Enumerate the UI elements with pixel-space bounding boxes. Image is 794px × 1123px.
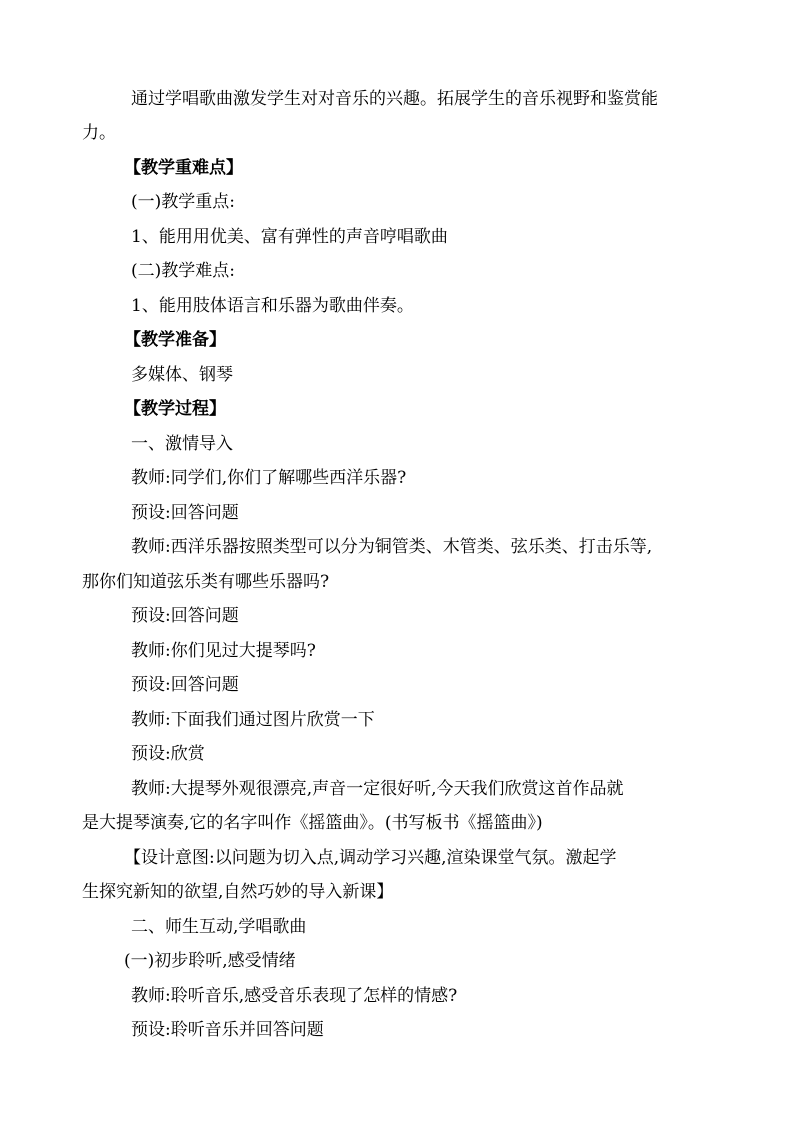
heading-key-points: 【教学重难点】 — [124, 158, 243, 178]
key-point-label: (一)教学重点: — [131, 192, 235, 212]
preset-line-3: 预设:回答问题 — [131, 675, 239, 695]
teacher-line-5a: 教师:大提琴外观很漂亮,声音一定很好听,今天我们欣赏这首作品就 — [131, 779, 624, 799]
section-title-2: 二、师生互动,学唱歌曲 — [131, 917, 307, 937]
section-title-1: 一、激情导入 — [131, 434, 233, 454]
design-intent-line-1: 【设计意图:以问题为切入点,调动学习兴趣,渲染课堂气氛。激起学 — [124, 848, 617, 868]
paragraph-objective-line-2: 力。 — [82, 123, 116, 143]
heading-process: 【教学过程】 — [124, 399, 226, 419]
subsection-title-1: (一)初步聆听,感受情绪 — [124, 951, 296, 971]
teacher-line-6: 教师:聆听音乐,感受音乐表现了怎样的情感? — [131, 986, 458, 1006]
key-point-item: 1、能用用优美、富有弹性的声音哼唱歌曲 — [131, 227, 448, 247]
preparation-text: 多媒体、钢琴 — [131, 365, 233, 385]
heading-preparation: 【教学准备】 — [124, 330, 226, 350]
teacher-line-4: 教师:下面我们通过图片欣赏一下 — [131, 710, 375, 730]
teacher-line-1: 教师:同学们,你们了解哪些西洋乐器? — [131, 468, 407, 488]
preset-line-4: 预设:欣赏 — [131, 744, 205, 764]
preset-line-2: 预设:回答问题 — [131, 606, 239, 626]
difficulty-item: 1、能用肢体语言和乐器为歌曲伴奏。 — [131, 296, 414, 316]
design-intent-line-2: 生探究新知的欲望,自然巧妙的导入新课】 — [82, 882, 394, 902]
paragraph-objective-line-1: 通过学唱歌曲激发学生对对音乐的兴趣。拓展学生的音乐视野和鉴赏能 — [131, 89, 658, 109]
teacher-line-2b: 那你们知道弦乐类有哪些乐器吗? — [82, 572, 330, 592]
preset-line-6: 预设:聆听音乐并回答问题 — [131, 1020, 324, 1040]
teacher-line-3: 教师:你们见过大提琴吗? — [131, 641, 316, 661]
teacher-line-2a: 教师:西洋乐器按照类型可以分为铜管类、木管类、弦乐类、打击乐等, — [131, 537, 653, 557]
teacher-line-5b: 是大提琴演奏,它的名字叫作《摇篮曲》。(书写板书《摇篮曲》) — [82, 813, 543, 833]
preset-line-1: 预设:回答问题 — [131, 503, 239, 523]
difficulty-label: (二)教学难点: — [131, 261, 235, 281]
